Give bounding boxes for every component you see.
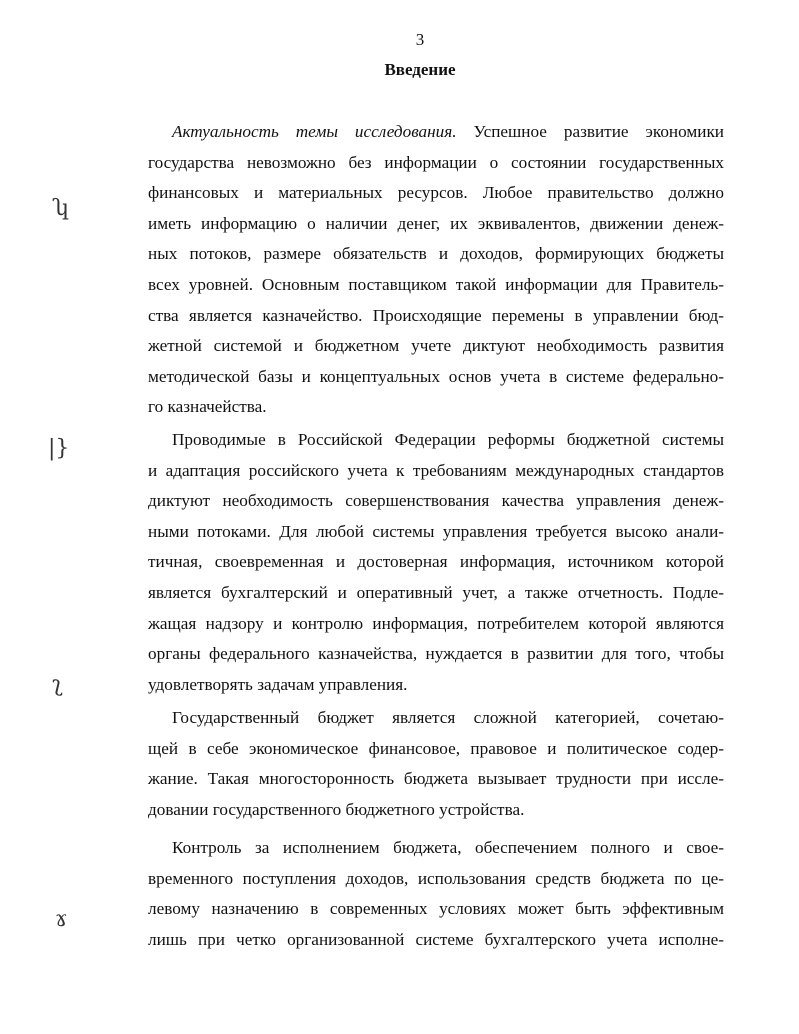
paragraph-line: жащая надзору и контролю информация, потребителем которой являются <box>148 613 724 633</box>
paragraph-1 <box>148 117 724 423</box>
margin-mark-4: ɤ <box>55 907 68 932</box>
margin-mark-1: ʮ <box>52 196 70 221</box>
paragraph-line: временного поступления доходов, использования средств бюджета по це- <box>148 868 724 888</box>
paragraph-line: го казначейства. <box>148 397 267 417</box>
paragraph-line: Проводимые в Российской Федерации реформы бюджетной системы <box>172 430 724 449</box>
paragraph-line: жетной системой и бюджетном учете диктуют необходимость развития <box>148 336 724 356</box>
paragraph-3 <box>148 703 724 825</box>
paragraph-line: Актуальность темы исследования. Успешное развитие экономики <box>172 122 724 141</box>
paragraph-line: ства является казначейство. Происходящие перемены в управлении бюд- <box>148 305 724 325</box>
paragraph-line: довании государственного бюджетного устройства. <box>148 799 525 819</box>
section-heading: Введение <box>384 60 456 79</box>
paragraph-line: Государственный бюджет является сложной категорией, сочетаю- <box>172 708 724 727</box>
paragraph-line: щей в себе экономическое финансовое, правовое и политическое содер- <box>148 738 724 758</box>
paragraph-line: ными потоками. Для любой системы управления требуется высоко анали- <box>148 521 724 541</box>
paragraph-line: органы федерального казначейства, нуждается в развитии для того, чтобы <box>148 644 724 664</box>
paragraph-line: левому назначению в современных условиях может быть эффективным <box>148 899 724 919</box>
paragraph-line: удовлетворять задачам управления. <box>148 674 408 694</box>
paragraph-line: лишь при четко организованной системе бухгалтерского учета исполне- <box>148 929 724 949</box>
paragraph-line: жание. Такая многосторонность бюджета вызывает трудности при иссле- <box>148 769 724 789</box>
paragraph-line: финансовых и материальных ресурсов. Любое правительство должно <box>148 183 724 203</box>
paragraph-line: Контроль за исполнением бюджета, обеспечением полного и свое- <box>172 838 724 857</box>
margin-mark-3: ʅ <box>52 672 63 697</box>
paragraph-line: и адаптация российского учета к требованиям международных стандартов <box>148 460 724 480</box>
paragraph-line: всех уровней. Основным поставщиком такой информации для Правитель- <box>148 274 724 294</box>
margin-mark-2: |} <box>48 436 70 461</box>
paragraph-line: ных потоков, размере обязательств и доходов, формирующих бюджеты <box>148 244 724 264</box>
paragraph-line: тичная, своевременная и достоверная информация, источником которой <box>148 552 724 572</box>
page-number: 3 <box>415 30 425 49</box>
paragraph-line: иметь информацию о наличии денег, их эквивалентов, движении денеж- <box>148 213 724 233</box>
topic-relevance-lead: Актуальность темы исследования. <box>172 122 457 141</box>
paragraph-4 <box>148 833 724 955</box>
paragraph-line: является бухгалтерский и оперативный учет, а также отчетность. Подле- <box>148 582 724 602</box>
paragraph-line: диктуют необходимость совершенствования качества управления денеж- <box>148 491 724 511</box>
paragraph-2 <box>148 425 724 700</box>
paragraph-line: государства невозможно без информации о состоянии государственных <box>148 152 724 172</box>
paragraph-line: методической базы и концептуальных основ учета в системе федерально- <box>148 366 724 386</box>
